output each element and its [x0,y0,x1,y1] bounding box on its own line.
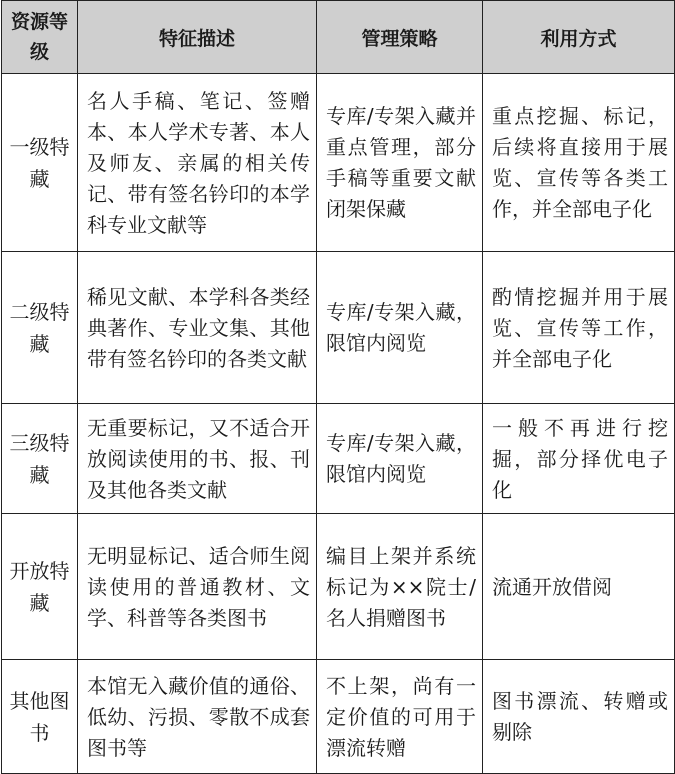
features-cell: 无重要标记，又不适合开放阅读使用的书、报、刊及其他各类文献 [78,404,317,514]
table-header-row [2,1,675,74]
features-cell: 稀见文献、本学科各类经典著作、专业文集、其他带有签名钤印的各类文献 [78,252,317,404]
management-cell: 专库/专架入藏，限馆内阅览 [317,252,483,404]
header-features: 特征描述 [78,1,317,74]
usage-cell: 流通开放借阅 [483,514,675,660]
features-cell: 本馆无入藏价值的通俗、低幼、污损、零散不成套图书等 [78,660,317,774]
management-cell: 专库/专架入藏并重点管理，部分手稿等重要文献闭架保藏 [317,74,483,252]
table-row [2,252,675,404]
management-cell: 专库/专架入藏，限馆内阅览 [317,404,483,514]
table-row [2,514,675,660]
level-cell: 三级特藏 [2,404,78,514]
management-cell: 不上架，尚有一定价值的可用于漂流转赠 [317,660,483,774]
table-row [2,660,675,774]
header-usage: 利用方式 [483,1,675,74]
table-row [2,74,675,252]
level-cell: 开放特藏 [2,514,78,660]
header-level: 资源等级 [2,1,78,74]
resource-level-table [1,0,675,774]
header-management: 管理策略 [317,1,483,74]
features-cell: 名人手稿、笔记、签赠本、本人学术专著、本人及师友、亲属的相关传记、带有签名钤印的本学科专业文献等 [78,74,317,252]
table-row [2,404,675,514]
level-cell: 其他图书 [2,660,78,774]
usage-cell: 酌情挖掘并用于展览、宣传等工作，并全部电子化 [483,252,675,404]
management-cell: 编目上架并系统标记为××院士/名人捐赠图书 [317,514,483,660]
level-cell: 二级特藏 [2,252,78,404]
usage-cell: 一般不再进行挖掘，部分择优电子化 [483,404,675,514]
usage-cell: 重点挖掘、标记，后续将直接用于展览、宣传等各类工作，并全部电子化 [483,74,675,252]
level-cell: 一级特藏 [2,74,78,252]
features-cell: 无明显标记、适合师生阅读使用的普通教材、文学、科普等各类图书 [78,514,317,660]
usage-cell: 图书漂流、转赠或剔除 [483,660,675,774]
